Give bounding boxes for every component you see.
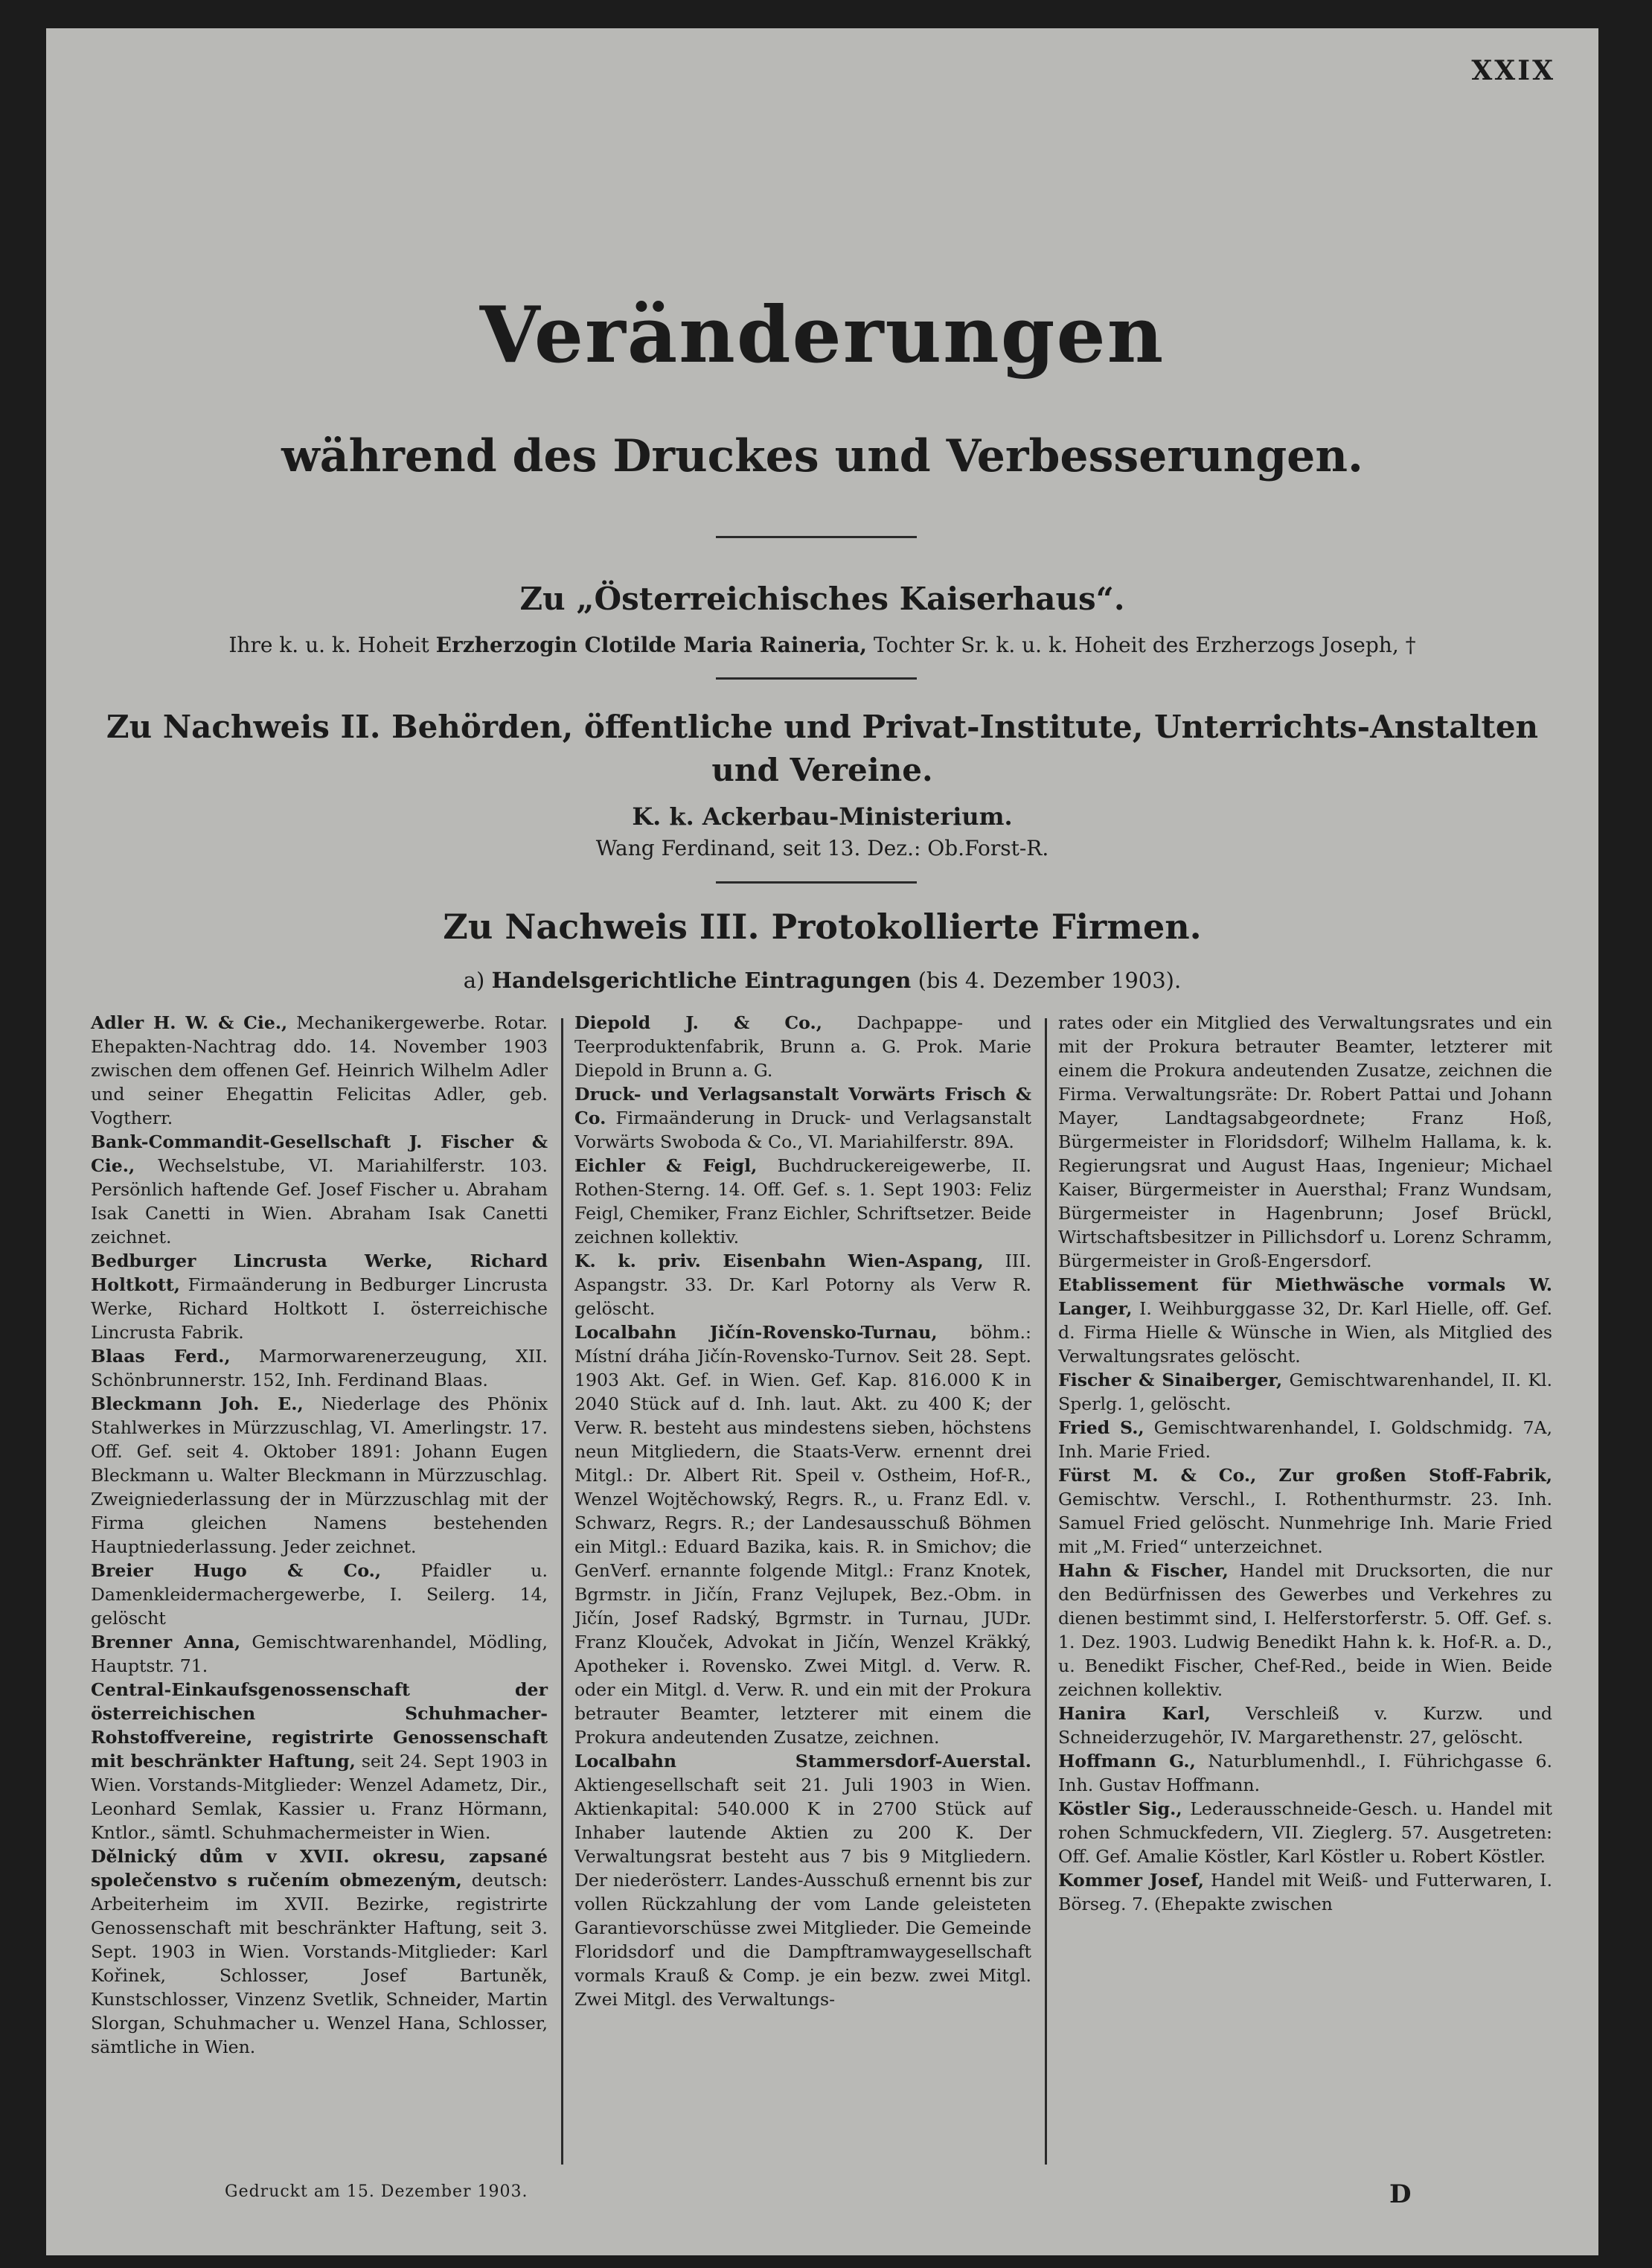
firm-details: seit 24. Sept 1903 in Wien. Vorstands-Mitglieder: Wenzel Adametz, Dir., Leonhard Semlak, Kassier u. Franz Hörmann, Kntlor., sämtl. Schuhmachermeister in Wien. — [91, 1751, 548, 1843]
subheading-emphasis: Handelsgerichtliche Eintragungen — [491, 968, 912, 993]
divider-rule — [716, 536, 917, 538]
firm-entry — [1058, 1749, 1552, 1797]
firm-name: Bedburger Lincrusta Werke, Richard Holtkott, — [91, 1250, 548, 1295]
firm-details: Pfaidler u. Damenkleidermachergewerbe, I. Seilerg. 14, gelöscht — [91, 1560, 548, 1629]
firm-name: Hahn & Fischer, — [1058, 1560, 1229, 1581]
column-divider — [1045, 1018, 1047, 2165]
firm-name: Bleckmann Joh. E., — [91, 1393, 304, 1414]
firm-details: Gemischtwarenhandel, Mödling, Hauptstr. 71. — [91, 1632, 548, 1676]
column-1 — [91, 1011, 548, 2059]
firm-details: Handel mit Weiß- und Futterwaren, I. Börseg. 7. (Ehepakte zwischen — [1058, 1870, 1552, 1914]
signature-mark: D — [1389, 2179, 1412, 2209]
firm-name: Fischer & Sinaiberger, — [1058, 1370, 1283, 1390]
firm-entry — [91, 1844, 548, 2059]
firm-details: Gemischtw. Verschl., I. Rothenthurmstr. 23. Inh. Samuel Fried gelöscht. Nunmehrige Inh. Marie Fried mit „M. Fried“ unterzeichnet. — [1058, 1489, 1552, 1557]
entry-suffix: Tochter Sr. k. u. k. Hoheit des Erzherzogs Joseph, † — [867, 633, 1416, 657]
firm-name: Dělnický dům v XVII. okresu, zapsané společenstvo s ručením obmezeným, — [91, 1846, 548, 1891]
firm-name: Druck- und Verlagsanstalt Vorwärts Frisch & Co. — [574, 1084, 1031, 1128]
firm-details: Wechselstube, VI. Mariahilferstr. 103. Persönlich haftende Gef. Josef Fischer u. Abraham Isak Canetti in Wien. Abraham Isak Canetti zeichnet. — [91, 1155, 548, 1248]
section-heading-kaiserhaus: Zu „Österreichisches Kaiserhaus“. — [519, 581, 1125, 617]
firm-entry — [1058, 1702, 1552, 1749]
firm-entry — [574, 1011, 1031, 1082]
firm-details: III. Aspangstr. 33. Dr. Karl Potorny als Verw R. gelöscht. — [574, 1250, 1031, 1319]
firm-name: Localbahn Jičín-Rovensko-Turnau, — [574, 1322, 938, 1343]
firm-name: Kommer Josef, — [1058, 1870, 1204, 1891]
firm-name: Central-Einkaufsgenossenschaft der österreichischen Schuhmacher-Rohstoffvereine, registrirte Genossenschaft mit beschränkter Haftung, — [91, 1679, 548, 1772]
firm-details: I. Weihburggasse 32, Dr. Karl Hielle, off. Gef. d. Firma Hielle & Wünsche in Wien, als Mitglied des Verwaltungsrates gelöscht. — [1058, 1298, 1552, 1367]
firm-details: Firmaänderung in Bedburger Lincrusta Werke, Richard Holtkott I. österreichische Lincrusta Fabrik. — [91, 1274, 548, 1343]
firm-details: Handel mit Drucksorten, die nur den Bedürfnissen des Gewerbes und Verkehres zu dienen bestimmt sind, I. Helferstorferstr. 5. Off. Gef. s. 1. Dez. 1903. Ludwig Benedikt Hahn k. k. Hof-R. a. D., u. Benedikt Fischer, Chef-Red., beide in Wien. Beide zeichnen kollektiv. — [1058, 1560, 1553, 1700]
firm-details: rates oder ein Mitglied des Verwaltungsrates und ein mit der Prokura betrauter Beamter, letzterer mit einem die Prokura andeutenden Zusatze, zeichnen die Firma. Verwaltungsräte: Dr. Robert Pattai und Johann Mayer, Landtagsabgeordnete; Franz Hoß, Bürgermeister in Floridsdorf; Wilhelm Hallama, k. k. Regierungsrat und August Haas, Ingenieur; Michael Kaiser, Bürgermeister in Auersthal; Franz Wundsam, Bürgermeister in Hagenbrunn; Josef Brückl, Wirtschaftsbesitzer in Pillichsdorf u. Lorenz Schramm, Bürgermeister in Groß-Engersdorf. — [1058, 1012, 1552, 1271]
firm-name: Bank-Commandit-Gesellschaft J. Fischer & Cie., — [91, 1131, 548, 1176]
section-heading-nachweis-3: Zu Nachweis III. Protokollierte Firmen. — [443, 907, 1202, 947]
firm-entry — [1058, 1797, 1552, 1868]
firm-name: Localbahn Stammersdorf-Auerstal. — [574, 1751, 1031, 1772]
firm-details: Buchdruckereigewerbe, II. Rothen-Sterng. 14. Off. Gef. s. 1. Sept 1903: Feliz Feigl, Chemiker, Franz Eichler, Schriftsetzer. Beide zeichnen kollektiv. — [574, 1155, 1031, 1248]
firm-details: Gemischtwarenhandel, I. Goldschmidg. 7A, Inh. Marie Fried. — [1058, 1417, 1552, 1462]
firm-name: Hoffmann G., — [1058, 1751, 1196, 1772]
page-number: XXIX — [1471, 55, 1555, 86]
firm-details: deutsch: Arbeiterheim im XVII. Bezirke, registrirte Genossenschaft mit beschränkter Haftung, seit 3. Sept. 1903 in Wien. Vorstands-Mitglieder: Karl Kořinek, Schlosser, Josef Bartuněk, Kunstschlosser, Vinzenz Svetlik, Schneider, Martin Slorgan, Schuhmacher u. Wenzel Hana, Schlosser, sämtliche in Wien. — [91, 1870, 548, 2057]
firm-entry — [574, 1082, 1031, 1154]
firm-name: Blaas Ferd., — [91, 1346, 231, 1367]
firm-entry — [1058, 1559, 1552, 1702]
firm-details: Lederausschneide-Gesch. u. Handel mit rohen Schmuckfedern, VII. Zieglerg. 57. Ausgetreten: Off. Gef. Amalie Köstler, Karl Köstler u. Robert Köstler. — [1058, 1798, 1553, 1867]
firm-entry — [91, 1630, 548, 1678]
firm-entry — [1058, 1463, 1552, 1559]
firm-entry — [1058, 1368, 1552, 1416]
page-title: Veränderungen — [479, 289, 1165, 380]
firm-details: Mechanikergewerbe. Rotar. Ehepakten-Nachtrag ddo. 14. November 1903 zwischen dem offenen Gef. Heinrich Wilhelm Adler und seiner Ehegattin Felicitas Adler, geb. Vogtherr. — [91, 1012, 548, 1128]
entry-name: Erzherzogin Clotilde Maria Raineria, — [435, 633, 867, 657]
firm-entry — [91, 1130, 548, 1249]
firm-name: Fürst M. & Co., Zur großen Stoff-Fabrik, — [1058, 1465, 1552, 1486]
subheading-prefix: a) — [463, 968, 492, 993]
entry-prefix: Ihre k. u. k. Hoheit — [228, 633, 436, 657]
firm-name: Fried S., — [1058, 1417, 1144, 1438]
firm-name: Breier Hugo & Co., — [91, 1560, 382, 1581]
firm-entry — [574, 1154, 1031, 1249]
firm-entry — [91, 1678, 548, 1844]
firm-entry — [1058, 1416, 1552, 1463]
firm-details: Gemischtwarenhandel, II. Kl. Sperlg. 1, gelöscht. — [1058, 1370, 1552, 1414]
firm-entry — [91, 1559, 548, 1630]
print-date: Gedruckt am 15. Dezember 1903. — [225, 2182, 528, 2201]
firm-details: Naturblumenhdl., I. Führichgasse 6. Inh. Gustav Hoffmann. — [1058, 1751, 1552, 1795]
firm-entry — [1058, 1868, 1552, 1916]
firm-entry — [91, 1011, 548, 1130]
firm-name: Hanira Karl, — [1058, 1703, 1211, 1724]
firm-entry — [1058, 1273, 1552, 1368]
firm-name: Köstler Sig., — [1058, 1798, 1182, 1819]
firm-entry — [574, 1320, 1031, 1749]
section-heading-nachweis-2: Zu Nachweis II. Behörden, öffentliche und Privat-Institute, Unterrichts-Anstalten und Vereine. — [106, 709, 1539, 788]
firm-name: Diepold J. & Co., — [574, 1012, 822, 1033]
firm-name: Eichler & Feigl, — [574, 1155, 758, 1176]
firm-name: Brenner Anna, — [91, 1632, 241, 1652]
page-subtitle: während des Druckes und Verbesserungen. — [281, 430, 1363, 482]
firm-details: Niederlage des Phönix Stahlwerkes in Mürzzuschlag, VI. Amerlingstr. 17. Off. Gef. seit 4. Oktober 1891: Johann Eugen Bleckmann u. Walter Bleckmann in Mürzzuschlag. Zweigniederlassung der in Mürzzuschlag mit der Firma gleichen Namens bestehenden Hauptniederlassung. Jeder zeichnet. — [91, 1393, 548, 1557]
firm-details: böhm.: Místní dráha Jičín-Rovensko-Turnov. Seit 28. Sept. 1903 Akt. Gef. in Wien. Gef. Kap. 816.000 K in 2040 Stück auf d. Inh. laut. Akt. zu 400 K; der Verw. R. besteht aus mindestens sieben, höchstens neun Mitgliedern, die Staats-Verw. ernennt drei Mitgl.: Dr. Albert Rit. Speil v. Ostheim, Hof-R., Wenzel Wojtěchowský, Regrs. R., u. Franz Edl. v. Schwarz, Regrs. R.; der Landesausschuß Böhmen ein Mitgl.: Eduard Bazika, kais. R. in Smichov; die GenVerf. ernannte folgende Mitgl.: Franz Knotek, Bgrmstr. in Jičín, Franz Vejlupek, Bez.-Obm. in Jičín, Josef Radský, Bgrmstr. in Turnau, JUDr. Franz Klouček, Advokat in Jičín, Wenzel Kräkký, Apotheker i. Rovensko. Zwei Mitgl. d. Verw. R. oder ein Mitgl. d. Verw. R. und ein mit der Prokura betrauter Beamter, letzterer mit einem die Prokura andeutenden Zusatze, zeichnen. — [574, 1322, 1031, 1748]
section-subheading — [46, 968, 1598, 993]
column-3 — [1058, 1011, 1552, 1916]
firm-details: Marmorwarenerzeugung, XII. Schönbrunnerstr. 152, Inh. Ferdinand Blaas. — [91, 1346, 548, 1390]
divider-rule — [716, 881, 917, 884]
firm-name: Etablissement für Miethwäsche vormals W. Langer, — [1058, 1274, 1552, 1319]
firm-details: Aktiengesellschaft seit 21. Juli 1903 in Wien. Aktienkapital: 540.000 K in 2700 Stück auf Inhaber lautende Aktien zu 200 K. Der Verwaltungsrat besteht aus 7 bis 9 Mitgliedern. Der niederösterr. Landes-Ausschuß ernennt bis zur vollen Rückzahlung der vom Lande geleisteten Garantievorschüsse zwei Mitglieder. Die Gemeinde Floridsdorf und die Dampftramwaygesellschaft vormals Krauß & Comp. je ein bezw. zwei Mitgl. Zwei Mitgl. des Verwaltungs- — [574, 1775, 1031, 2010]
ministry-entry: Wang Ferdinand, seit 13. Dez.: Ob.Forst-R. — [595, 836, 1049, 860]
document-page — [46, 28, 1598, 2255]
firm-entry — [1058, 1011, 1552, 1273]
subheading-suffix: (bis 4. Dezember 1903). — [911, 968, 1182, 993]
firm-details: Dachpappe- und Teerproduktenfabrik, Brunn a. G. Prok. Marie Diepold in Brunn a. G. — [574, 1012, 1031, 1081]
divider-rule — [716, 677, 917, 680]
firm-entry — [91, 1344, 548, 1392]
firm-name: K. k. priv. Eisenbahn Wien-Aspang, — [574, 1250, 984, 1271]
ministry-heading: K. k. Ackerbau-Ministerium. — [632, 802, 1013, 831]
column-divider — [561, 1018, 563, 2165]
firm-entry — [574, 1749, 1031, 2011]
firm-name: Adler H. W. & Cie., — [91, 1012, 288, 1033]
firm-entry — [91, 1249, 548, 1344]
section-entry-kaiserhaus — [46, 633, 1598, 657]
firm-details: Verschleiß v. Kurzw. und Schneiderzugehör, IV. Margarethenstr. 27, gelöscht. — [1058, 1703, 1553, 1748]
firm-entry — [574, 1249, 1031, 1320]
firm-entry — [91, 1392, 548, 1559]
column-2 — [574, 1011, 1031, 2011]
firm-details: Firmaänderung in Druck- und Verlagsanstalt Vorwärts Swoboda & Co., VI. Mariahilferstr. 89A. — [574, 1108, 1031, 1152]
